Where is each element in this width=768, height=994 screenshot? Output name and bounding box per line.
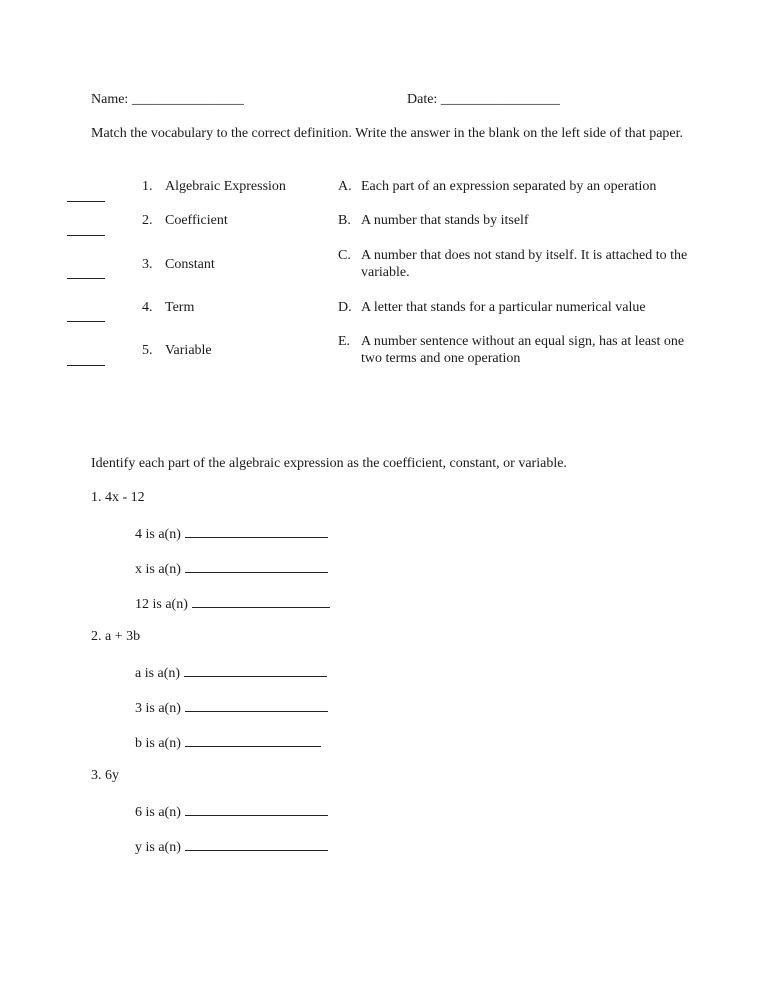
definition-letter: E. bbox=[338, 334, 351, 349]
term-number: 3. bbox=[142, 257, 153, 272]
answer-blank-4[interactable] bbox=[67, 321, 105, 322]
term-number: 4. bbox=[142, 300, 153, 315]
answer-line bbox=[135, 594, 330, 613]
match-row-2 bbox=[0, 212, 768, 252]
answer-prompt: 12 is a(n) bbox=[135, 597, 188, 612]
definition-text: A number that does not stand by itself. It is attached to the variable. bbox=[361, 248, 688, 280]
term-number: 5. bbox=[142, 343, 153, 358]
date-field[interactable]: Date: _________________ bbox=[407, 92, 560, 107]
answer-prompt: 3 is a(n) bbox=[135, 701, 181, 716]
answer-line bbox=[135, 698, 328, 717]
answer-line bbox=[135, 733, 321, 752]
identify-instructions: Identify each part of the algebraic expression as the coefficient, constant, or variable. bbox=[91, 456, 567, 471]
answer-blank-2[interactable] bbox=[67, 235, 105, 236]
term-number: 2. bbox=[142, 213, 153, 228]
definition-text: A letter that stands for a particular numerical value bbox=[361, 300, 646, 315]
answer-blank[interactable] bbox=[192, 594, 330, 608]
answer-line bbox=[135, 663, 327, 682]
matching-instructions: Match the vocabulary to the correct definition. Write the answer in the blank on the left side of that paper. bbox=[91, 126, 684, 141]
answer-prompt: b is a(n) bbox=[135, 736, 181, 751]
definition-letter: A. bbox=[338, 179, 352, 194]
answer-blank[interactable] bbox=[185, 524, 328, 538]
answer-prompt: 4 is a(n) bbox=[135, 527, 181, 542]
term-label: Coefficient bbox=[165, 213, 228, 228]
answer-blank-3[interactable] bbox=[67, 278, 105, 279]
answer-blank-5[interactable] bbox=[67, 365, 105, 366]
term-label: Constant bbox=[165, 257, 215, 272]
answer-blank[interactable] bbox=[185, 559, 328, 573]
answer-blank-1[interactable] bbox=[67, 201, 105, 202]
problem-1-label: 1. 4x - 12 bbox=[91, 490, 145, 505]
term-label: Variable bbox=[165, 343, 212, 358]
problem-2-label: 2. a + 3b bbox=[91, 629, 141, 644]
name-field[interactable]: Name: ________________ bbox=[91, 92, 244, 107]
answer-prompt: 6 is a(n) bbox=[135, 805, 181, 820]
answer-blank[interactable] bbox=[185, 698, 328, 712]
definition-text: Each part of an expression separated by an operation bbox=[361, 179, 657, 194]
answer-line bbox=[135, 559, 328, 578]
answer-prompt: a is a(n) bbox=[135, 666, 181, 681]
problem-3-label: 3. 6y bbox=[91, 768, 119, 783]
term-label: Term bbox=[165, 300, 195, 315]
answer-prompt: x is a(n) bbox=[135, 562, 181, 577]
match-row-3 bbox=[0, 247, 768, 287]
answer-blank[interactable] bbox=[184, 663, 327, 677]
answer-line bbox=[135, 524, 328, 543]
definition-text: A number sentence without an equal sign, has at least one two terms and one operation bbox=[361, 334, 685, 366]
term-label: Algebraic Expression bbox=[165, 179, 286, 194]
definition-text: A number that stands by itself bbox=[361, 213, 529, 228]
definition-letter: B. bbox=[338, 213, 351, 228]
match-row-5 bbox=[0, 333, 768, 373]
answer-prompt: y is a(n) bbox=[135, 840, 181, 855]
answer-blank[interactable] bbox=[185, 733, 321, 747]
answer-blank[interactable] bbox=[185, 837, 328, 851]
answer-blank[interactable] bbox=[185, 802, 328, 816]
term-number: 1. bbox=[142, 179, 153, 194]
answer-line bbox=[135, 802, 328, 821]
answer-line bbox=[135, 837, 328, 856]
definition-letter: D. bbox=[338, 300, 352, 315]
definition-letter: C. bbox=[338, 248, 351, 263]
